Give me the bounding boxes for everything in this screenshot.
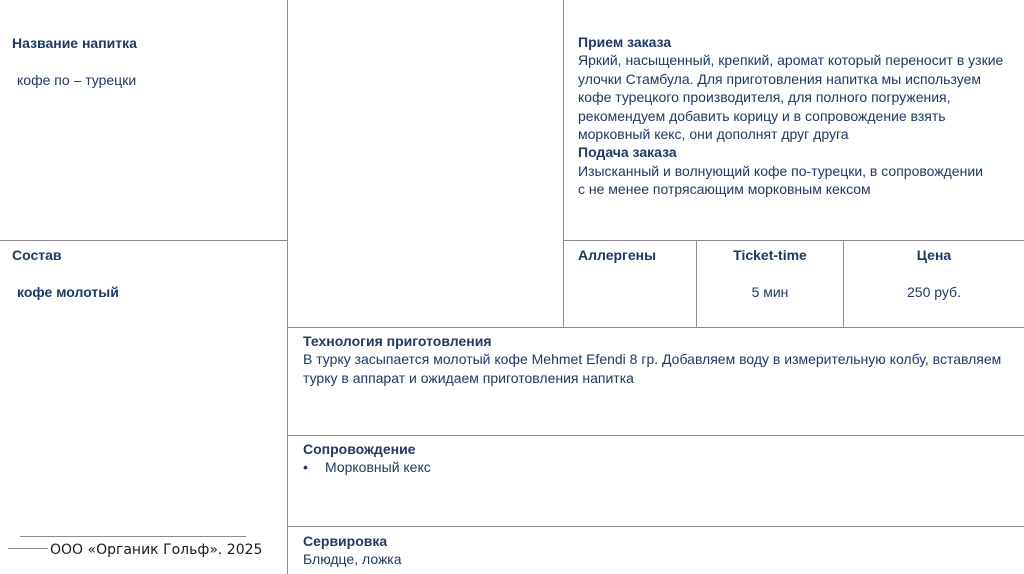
serving-title: Сервировка xyxy=(303,533,388,549)
footer-divider xyxy=(20,536,246,537)
divider-v-right xyxy=(563,0,564,327)
ticket-time-label: Ticket-time xyxy=(733,247,807,263)
accompaniment-item: Морковный кекс xyxy=(325,459,431,476)
price-value: 250 руб. xyxy=(907,284,961,300)
price-label: Цена xyxy=(916,247,952,263)
bullet-icon: • xyxy=(303,459,308,476)
divider-h-accomp-top xyxy=(287,435,1024,436)
composition-value: кофе молотый xyxy=(17,284,119,300)
technology-text: В турку засыпается молотый кофе Mehmet Efendi 8 гр. Добавляем воду в измерительную колбу, вставляем турку в аппарат и ожидаем приготовления напитка xyxy=(303,351,1002,386)
footer-company: ООО «Органик Гольф». 2025 xyxy=(50,542,263,558)
divider-h-info-top xyxy=(563,240,1024,241)
allergens-label: Аллергены xyxy=(578,247,657,263)
divider-h-serving-top xyxy=(287,526,1024,527)
footer-divider-short xyxy=(8,548,48,549)
divider-v-left xyxy=(287,0,288,574)
ticket-time-value: 5 мин xyxy=(751,284,789,300)
order-section xyxy=(578,33,1018,199)
order-intake-title: Прием заказа xyxy=(578,34,672,50)
drink-name-value: кофе по – турецки xyxy=(17,72,137,88)
drink-name-label: Название напитка xyxy=(12,35,137,51)
serving-section xyxy=(303,532,1018,569)
order-serve-title: Подача заказа xyxy=(578,144,677,161)
accompaniment-item-row xyxy=(303,458,1018,476)
serving-text: Блюдце, ложка xyxy=(303,551,402,568)
composition-label: Состав xyxy=(12,247,62,263)
technology-section xyxy=(303,332,1018,387)
technology-title: Технология приготовления xyxy=(303,333,492,349)
accompaniment-title: Сопровождение xyxy=(303,441,416,457)
order-serve-text: Изысканный и волнующий кофе по-турецки, в сопровождении с не менее потрясающим морковным кексом xyxy=(578,162,983,198)
order-intake-text: Яркий, насыщенный, крепкий, аромат который переносит в узкие улочки Стамбула. Для приготовления напитка мы используем кофе турецкого производителя, для полного погружения, рекомендуем добавить корицу и в сопровождение взять морковный кекс, они дополнят друг друга xyxy=(578,52,1004,143)
accompaniment-section xyxy=(303,440,1018,477)
divider-h-left xyxy=(0,240,288,241)
divider-h-tech-top xyxy=(287,327,1024,328)
